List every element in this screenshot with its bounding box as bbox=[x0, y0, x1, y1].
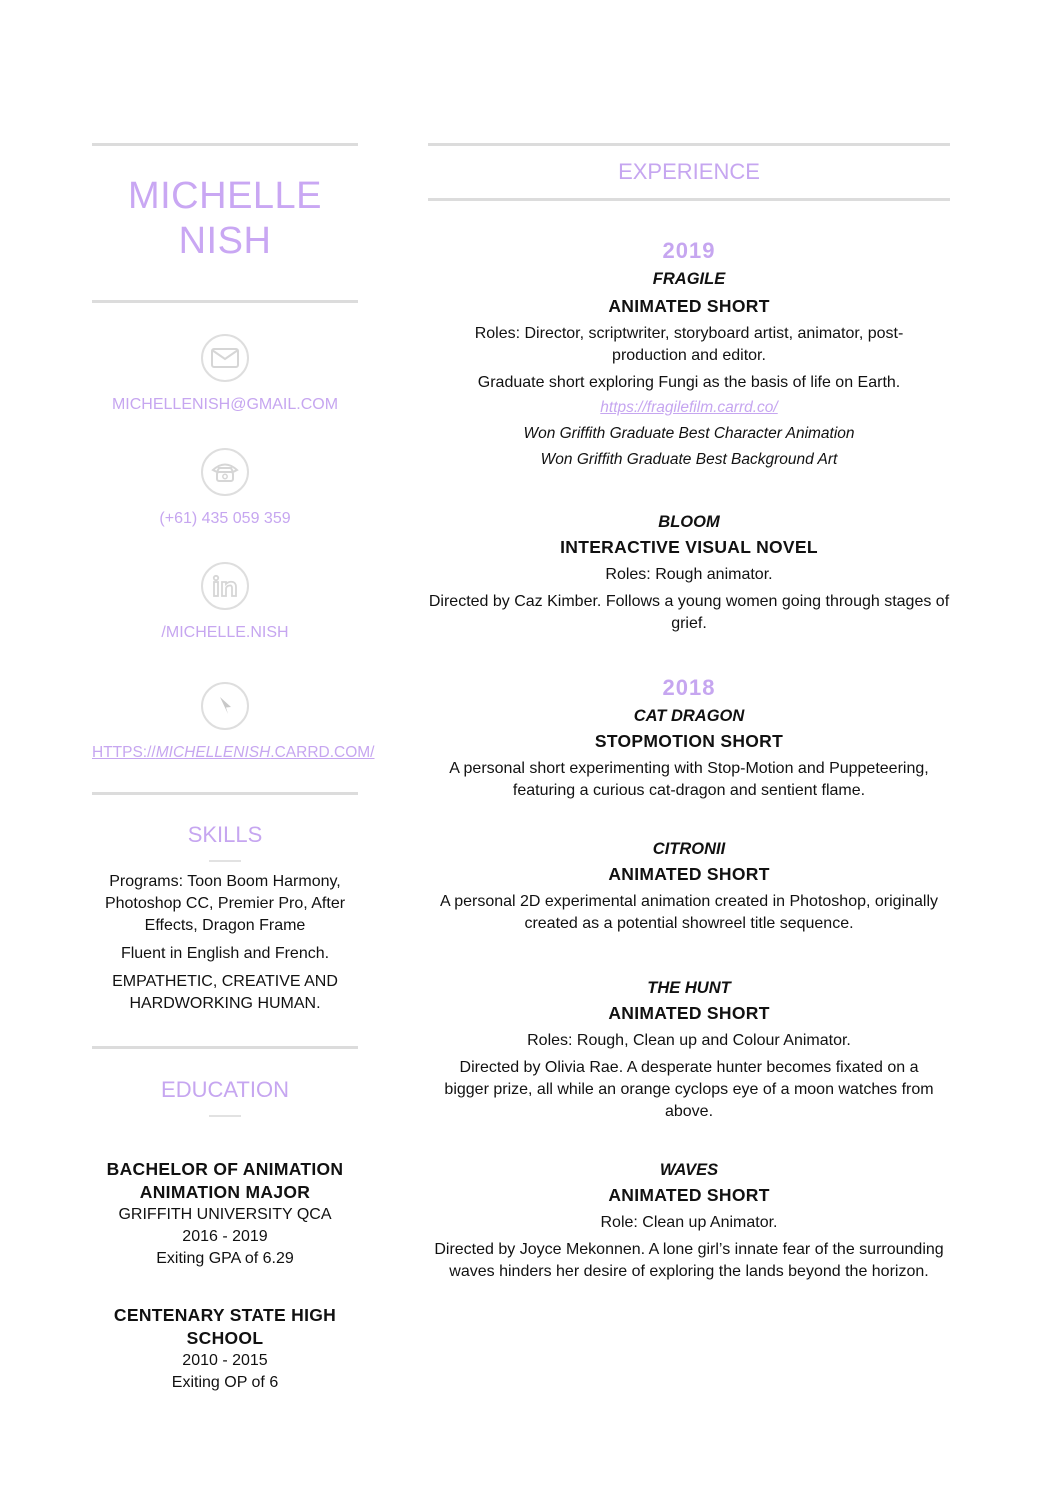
project-desc: Directed by Joyce Mekonnen. A lone girl’s innate fear of the surrounding waves hinders her desire of exploring the lands beyond the horizon. bbox=[434, 1241, 944, 1280]
skills-section bbox=[92, 822, 358, 1015]
skills-underline bbox=[209, 860, 241, 862]
cursor-icon bbox=[201, 682, 249, 730]
project-roles: Role: Clean up Animator. bbox=[600, 1214, 778, 1231]
email-block bbox=[92, 334, 358, 414]
experience-title: EXPERIENCE bbox=[618, 159, 760, 184]
education-result: Exiting GPA of 6.29 bbox=[156, 1250, 294, 1267]
project-type: STOPMOTION SHORT bbox=[594, 731, 784, 751]
left-top-rule bbox=[92, 143, 358, 146]
project-type: INTERACTIVE VISUAL NOVEL bbox=[560, 537, 818, 557]
year-2018: 2018 bbox=[662, 675, 716, 700]
experience-bottom-rule bbox=[428, 198, 950, 201]
education-degree: CENTENARY STATE HIGH SCHOOL bbox=[113, 1305, 337, 1348]
website-block bbox=[92, 682, 375, 762]
project-type: ANIMATED SHORT bbox=[608, 296, 770, 316]
project-title: WAVES bbox=[659, 1161, 719, 1179]
project-desc: Directed by Olivia Rae. A desperate hunter becomes fixated on a bigger prize, all while an orange cyclops eye of a moon watches from above. bbox=[444, 1059, 934, 1120]
project-waves bbox=[428, 1161, 950, 1283]
skills-programs: Programs: Toon Boom Harmony, Photoshop CC, Premier Pro, After Effects, Dragon Frame bbox=[104, 873, 346, 934]
project-bloom bbox=[428, 513, 950, 635]
year-2019: 2019 bbox=[662, 238, 716, 263]
name-block bbox=[92, 174, 358, 264]
project-desc: Graduate short exploring Fungi as the basis of life on Earth. bbox=[477, 374, 901, 391]
education-years: 2016 - 2019 bbox=[182, 1228, 268, 1245]
education-underline bbox=[209, 1115, 241, 1117]
website-prefix: HTTPS:// bbox=[92, 744, 156, 761]
education-entry bbox=[92, 1304, 358, 1394]
project-title: CAT DRAGON bbox=[633, 707, 745, 725]
education-title: EDUCATION bbox=[161, 1077, 289, 1102]
project-type: ANIMATED SHORT bbox=[608, 864, 770, 884]
project-cat-dragon bbox=[428, 707, 950, 802]
award-line: Won Griffith Graduate Best Background Art bbox=[540, 451, 838, 468]
linkedin-text[interactable]: /MICHELLE.NISH bbox=[161, 624, 289, 641]
project-title: FRAGILE bbox=[652, 270, 726, 288]
last-name: NISH bbox=[178, 220, 272, 262]
mail-icon bbox=[201, 334, 249, 382]
education-result: Exiting OP of 6 bbox=[171, 1374, 279, 1391]
education-entry bbox=[92, 1158, 358, 1270]
first-name: MICHELLE bbox=[127, 175, 323, 217]
education-degree: BACHELOR OF ANIMATION ANIMATION MAJOR bbox=[106, 1159, 344, 1202]
skills-languages: Fluent in English and French. bbox=[120, 945, 330, 962]
skills-traits: EMPATHETIC, CREATIVE AND HARDWORKING HUMAN. bbox=[112, 973, 338, 1012]
project-title: CITRONII bbox=[652, 840, 726, 858]
education-school: GRIFFITH UNIVERSITY QCA bbox=[118, 1206, 332, 1223]
phone-block bbox=[92, 448, 358, 528]
website-mid: MICHELLENISH bbox=[155, 744, 271, 761]
linkedin-block bbox=[92, 562, 358, 642]
project-desc: A personal 2D experimental animation created in Photoshop, originally created as a potential showreel title sequence. bbox=[439, 893, 939, 932]
project-url-link[interactable]: https://fragilefilm.carrd.co/ bbox=[600, 399, 778, 416]
project-type: ANIMATED SHORT bbox=[608, 1003, 770, 1023]
phone-icon bbox=[201, 448, 249, 496]
email-text[interactable]: MICHELLENISH@GMAIL.COM bbox=[111, 396, 339, 413]
name-rule bbox=[92, 300, 358, 303]
project-fragile bbox=[428, 270, 950, 469]
project-type: ANIMATED SHORT bbox=[608, 1185, 770, 1205]
project-citronii bbox=[428, 840, 950, 935]
project-roles: Roles: Rough, Clean up and Colour Animator. bbox=[527, 1032, 851, 1049]
skills-title: SKILLS bbox=[187, 822, 263, 847]
project-title: THE HUNT bbox=[647, 979, 731, 997]
contact-rule bbox=[92, 792, 358, 795]
education-years: 2010 - 2015 bbox=[182, 1352, 268, 1369]
project-the-hunt bbox=[428, 979, 950, 1123]
education-section bbox=[92, 1077, 358, 1394]
website-link[interactable] bbox=[92, 744, 375, 762]
experience-top-rule bbox=[428, 143, 950, 146]
skills-rule bbox=[92, 1046, 358, 1049]
project-title: BLOOM bbox=[658, 513, 720, 531]
website-suffix: .CARRD.COM/ bbox=[270, 744, 375, 761]
award-line: Won Griffith Graduate Best Character Animation bbox=[523, 425, 855, 442]
project-roles: Roles: Rough animator. bbox=[605, 566, 773, 583]
project-roles: Roles: Director, scriptwriter, storyboard artist, animator, post-production and editor. bbox=[474, 325, 904, 364]
project-desc: Directed by Caz Kimber. Follows a young women going through stages of grief. bbox=[428, 593, 950, 632]
phone-text[interactable]: (+61) 435 059 359 bbox=[159, 510, 291, 527]
project-desc: A personal short experimenting with Stop-Motion and Puppeteering, featuring a curious cat-dragon and sentient flame. bbox=[449, 760, 929, 799]
linkedin-icon bbox=[201, 562, 249, 610]
